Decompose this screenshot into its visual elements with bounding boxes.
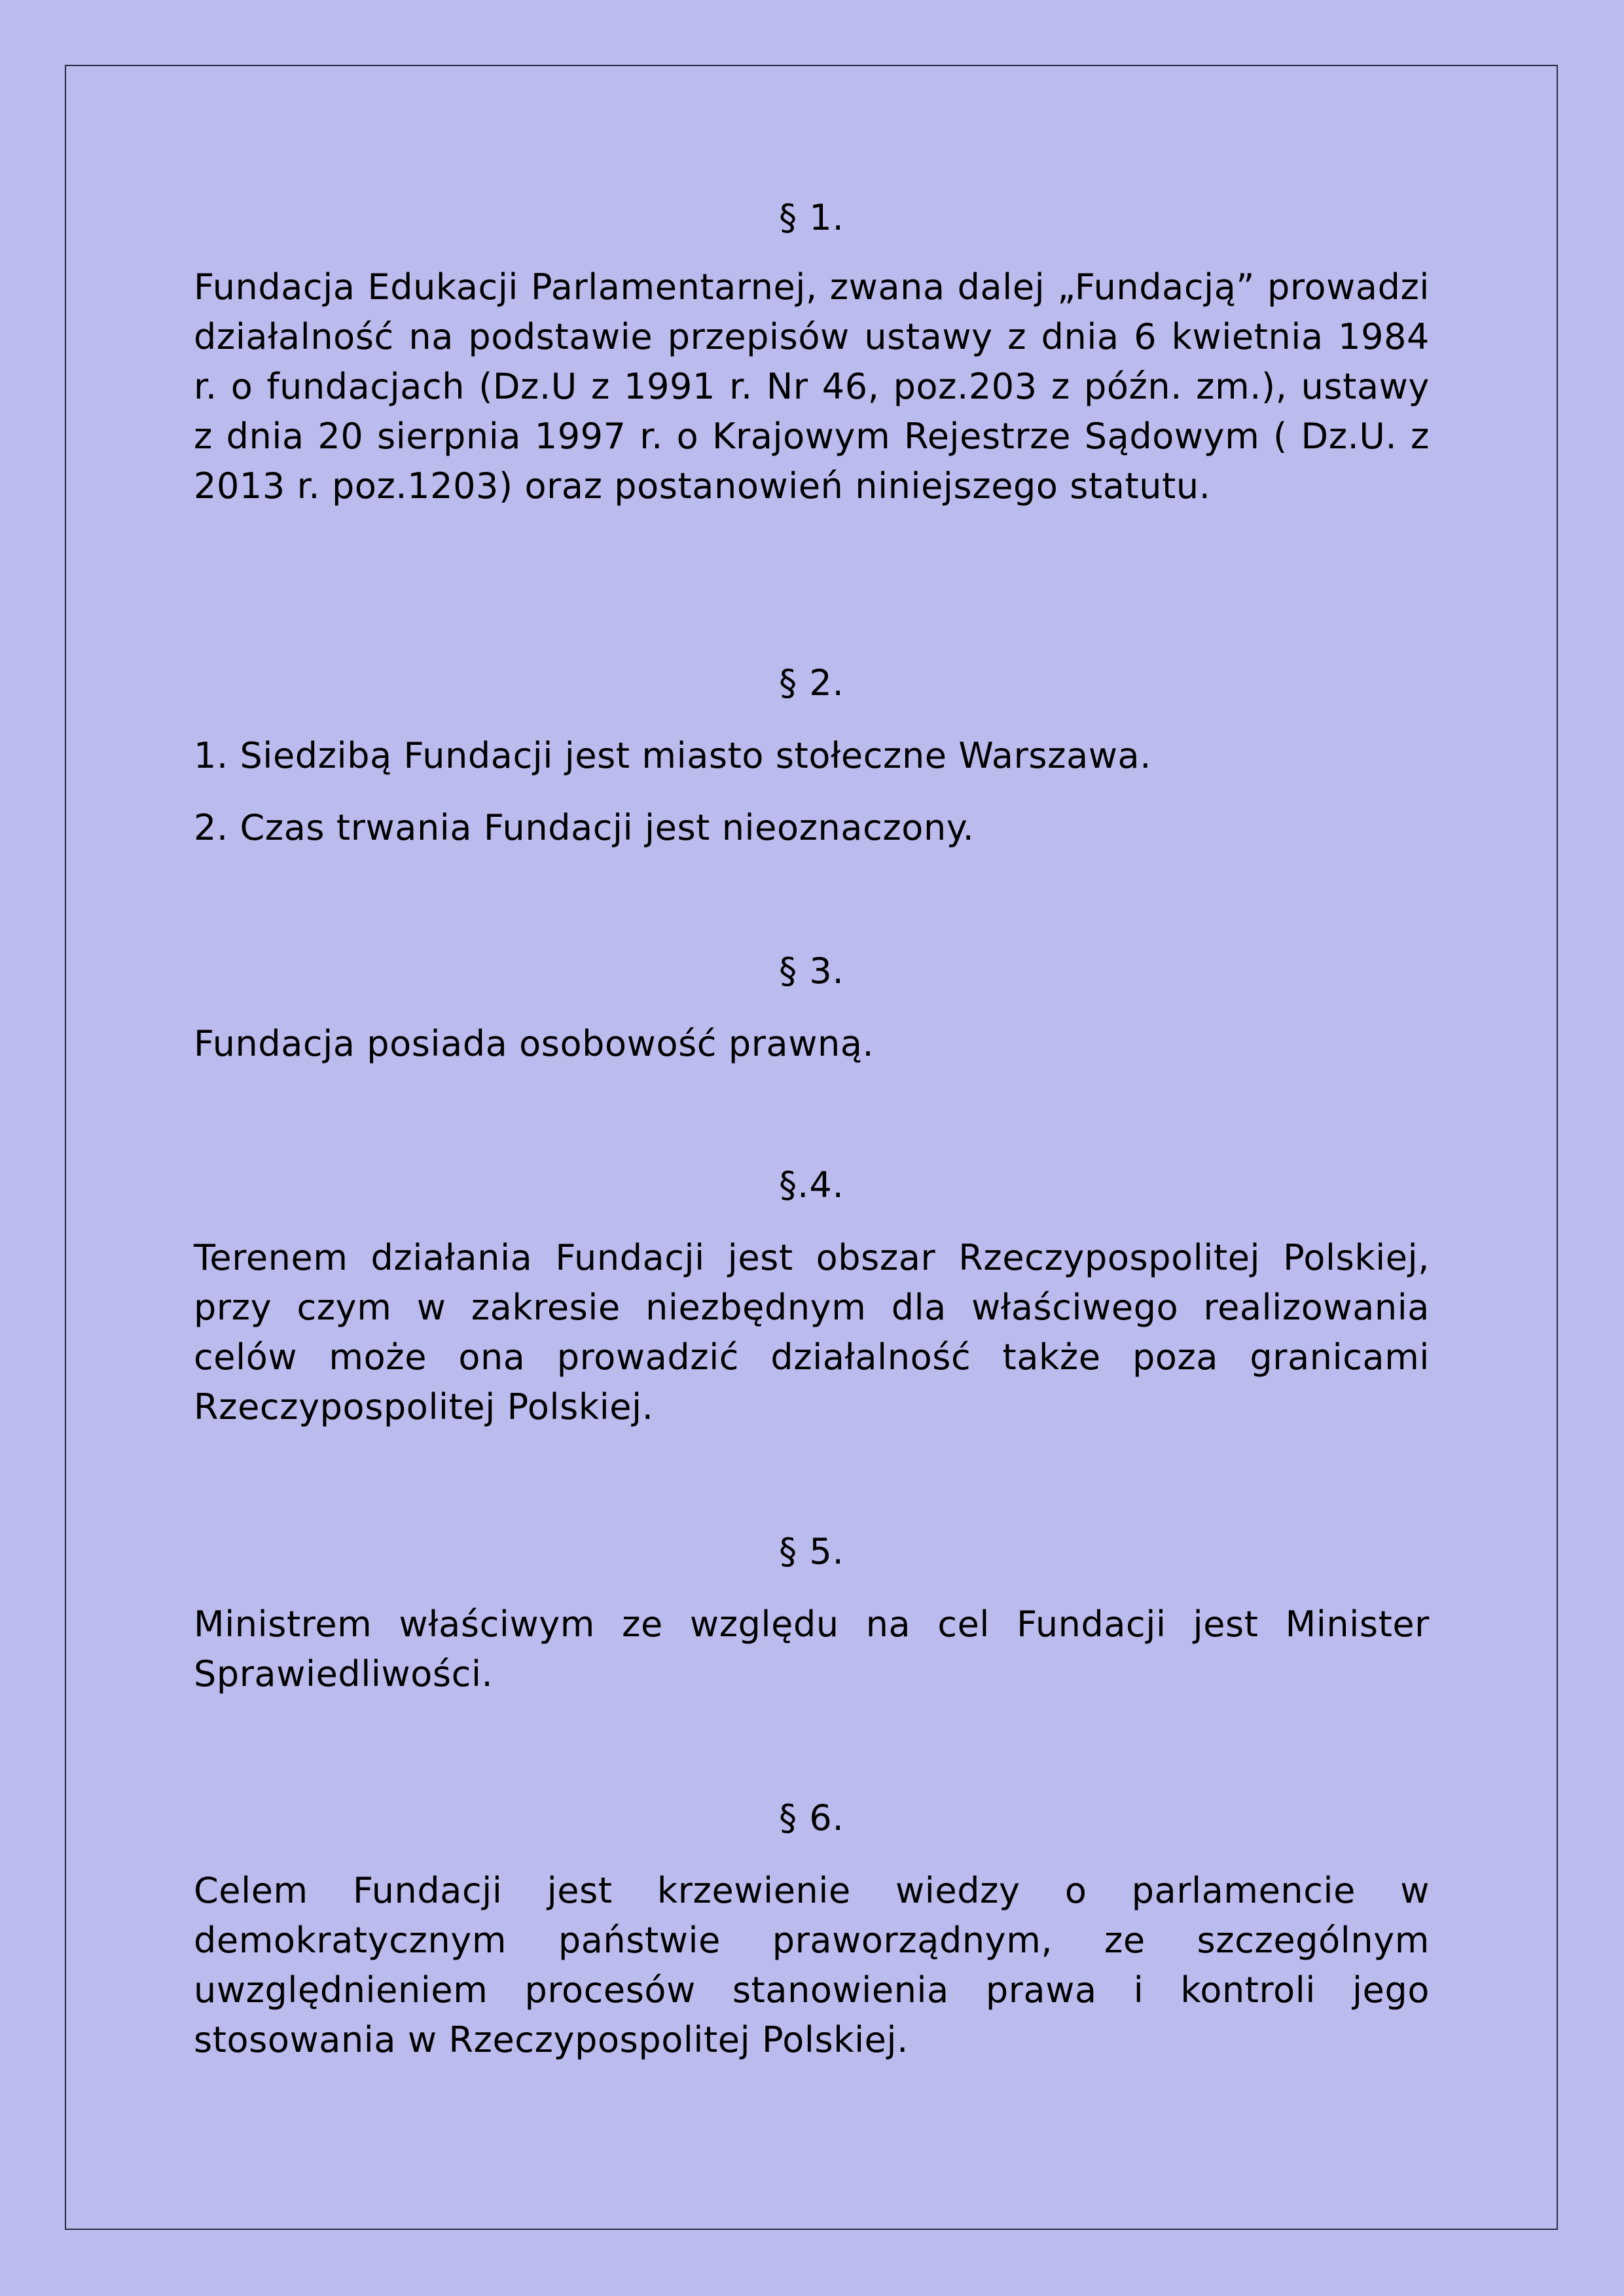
- section-2: [194, 658, 1430, 853]
- section-6: [194, 1793, 1430, 2065]
- section-1-text: Fundacja Edukacji Parlamentarnej, zwana dalej „Fundacją” prowadzi działalność na podstawie przepisów ustawy z dnia 6 kwietnia 1984 r. o fundacjach (Dz.U z 1991 r. Nr 46, poz.203 z późn. zm.), ustawy z dnia 20 sierpnia 1997 r. o Krajowym Rejestrze Sądowym ( Dz.U. z 2013 r. poz.1203) oraz postanowień niniejszego statutu.: [194, 266, 1430, 507]
- section-5-heading: § 5.: [779, 1531, 844, 1572]
- section-4-heading: §.4.: [779, 1164, 844, 1206]
- section-5-text: Ministrem właściwym ze względu na cel Fundacji jest Minister Sprawiedliwości.: [194, 1604, 1430, 1695]
- section-4-text: Terenem działania Fundacji jest obszar Rzeczypospolitej Polskiej, przy czym w zakresie niezbędnym dla właściwego realizowania celów może ona prowadzić działalność także poza granicami Rzeczypospolitej Polskiej.: [194, 1237, 1430, 1427]
- section-2-heading: § 2.: [779, 662, 844, 704]
- section-3: [194, 946, 1430, 1069]
- section-1: [194, 193, 1430, 511]
- section-6-heading: § 6.: [779, 1797, 844, 1839]
- section-2-item-2: 2. Czas trwania Fundacji jest nieoznaczony.: [194, 807, 975, 848]
- section-3-heading: § 3.: [779, 950, 844, 992]
- section-3-text: Fundacja posiada osobowość prawną.: [194, 1023, 875, 1064]
- section-5: [194, 1527, 1430, 1699]
- section-2-item-1: 1. Siedzibą Fundacji jest miasto stołeczne Warszawa.: [194, 735, 1152, 776]
- section-4: [194, 1160, 1430, 1432]
- section-6-text: Celem Fundacji jest krzewienie wiedzy o parlamencie w demokratycznym państwie praworządnym, ze szczególnym uwzględnieniem procesów stanowienia prawa i kontroli jego stosowania w Rzeczypospolitej Polskiej.: [194, 1870, 1430, 2060]
- section-1-heading: § 1.: [779, 197, 844, 238]
